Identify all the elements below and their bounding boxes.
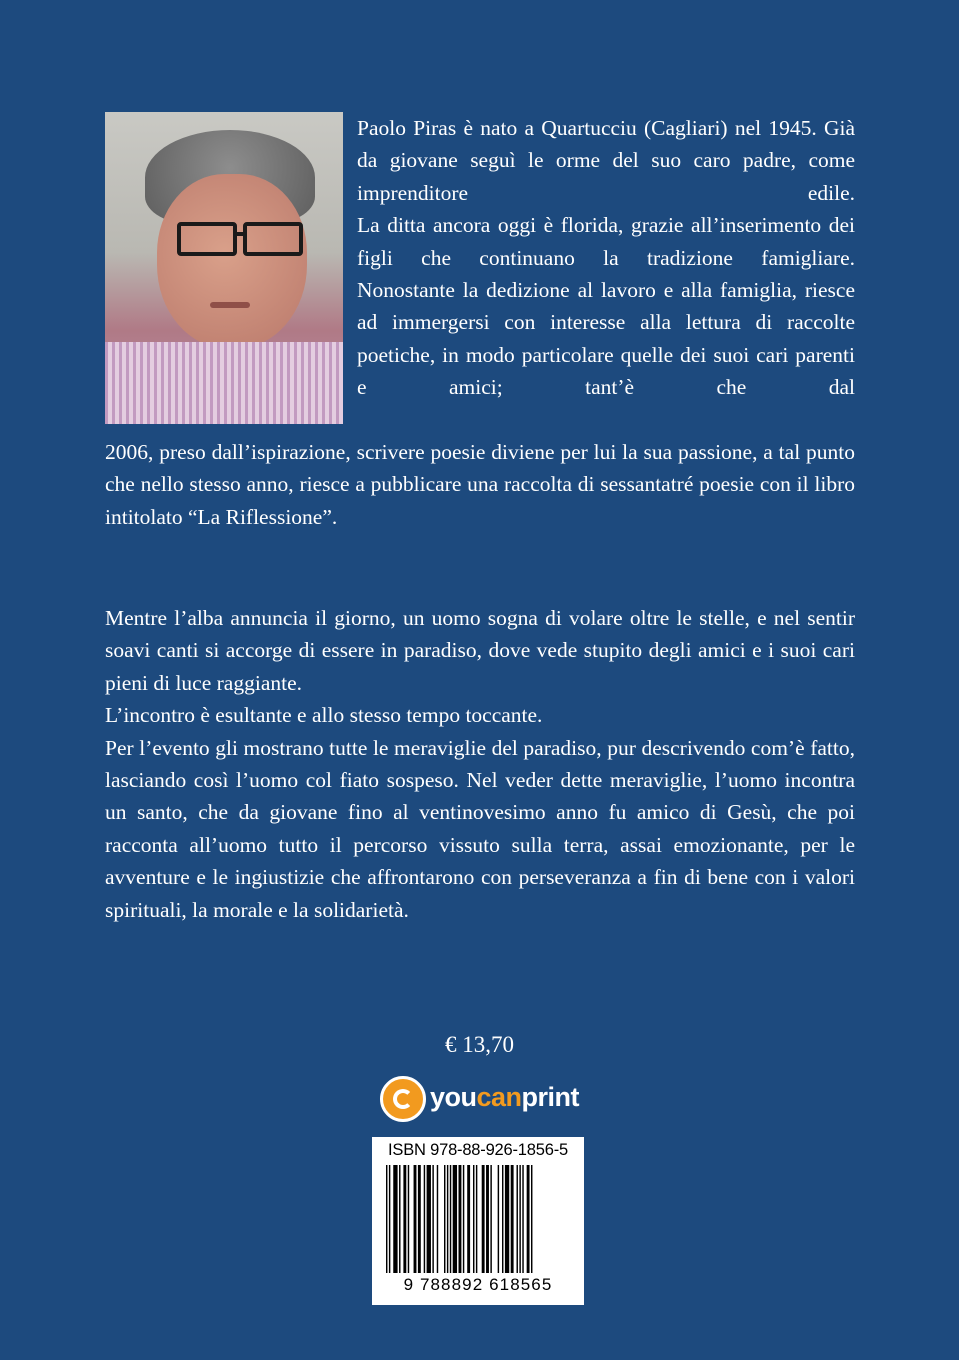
bio-paragraph-2: La ditta ancora oggi è florida, grazie all’inserimento dei figli che continuano la tradizione famigliare. bbox=[357, 213, 855, 270]
publisher-wordmark bbox=[430, 1082, 579, 1113]
book-synopsis bbox=[105, 602, 855, 926]
glasses-lens-left bbox=[177, 222, 237, 256]
synopsis-paragraph-2: L’incontro è esultante e allo stesso tempo toccante. bbox=[105, 703, 543, 728]
barcode-bars bbox=[382, 1165, 574, 1273]
bio-paragraph-3-end: 2006, preso dall’ispirazione, scrivere poesie diviene per lui la sua passione, a tal punto che nello stesso anno, riesce a pubblicare una raccolta di sessantatré poesie con il libro intitolato “La Riflessione”. bbox=[105, 440, 855, 529]
isbn-label: ISBN 978-88-926-1856-5 bbox=[388, 1141, 568, 1159]
bio-paragraph-1: Paolo Piras è nato a Quartucciu (Cagliari) nel 1945. Già da giovane seguì le orme del suo caro padre, come imprenditore edile. bbox=[357, 116, 855, 205]
bio-paragraph-3-start: Nonostante la dedizione al lavoro e alla famiglia, riesce ad immergersi con interesse alla lettura di raccolte poetiche, in modo particolare quelle dei suoi cari parenti e amici; tant’è che dal bbox=[357, 278, 855, 400]
synopsis-paragraph-1: Mentre l’alba annuncia il giorno, un uomo sogna di volare oltre le stelle, e nel sentir soavi canti si accorge di essere in paradiso, dove vede stupito degli amici e i suoi cari pieni di luce raggiante. bbox=[105, 606, 855, 695]
spiral-mark bbox=[393, 1089, 413, 1109]
publisher-logo bbox=[380, 1072, 590, 1128]
author-bio-bottom bbox=[105, 436, 855, 533]
ean-digits: 9 788892 618565 bbox=[403, 1275, 553, 1294]
author-bio-top bbox=[357, 112, 855, 404]
barcode-bars-graphic bbox=[382, 1165, 574, 1273]
photo-mouth bbox=[210, 302, 250, 308]
photo-face bbox=[157, 174, 307, 349]
wordmark-print: print bbox=[521, 1082, 580, 1112]
glasses-lens-right bbox=[243, 222, 303, 256]
photo-shirt bbox=[105, 342, 343, 424]
author-photo bbox=[105, 112, 343, 424]
price-label: € 13,70 bbox=[445, 1032, 514, 1057]
wordmark-you: you bbox=[430, 1082, 477, 1112]
isbn-barcode bbox=[372, 1137, 584, 1305]
photo-glasses bbox=[177, 222, 305, 252]
wordmark-can: can bbox=[476, 1082, 522, 1112]
youcanprint-spiral-icon bbox=[380, 1076, 426, 1122]
synopsis-paragraph-3: Per l’evento gli mostrano tutte le meraviglie del paradiso, pur descrivendo com’è fatto, lasciando così l’uomo col fiato sospeso. Nel veder dette meraviglie, l’uomo incontra un santo, che da giovane fino al ventinovesimo anno fu amico di Gesù, che poi racconta all’uomo tutto il percorso vissuto sulla terra, assai emozionante, per le avventure e le ingiustizie che affrontarono con perseveranza a fin di bene con i valori spirituali, la morale e la solidarietà. bbox=[105, 735, 855, 922]
